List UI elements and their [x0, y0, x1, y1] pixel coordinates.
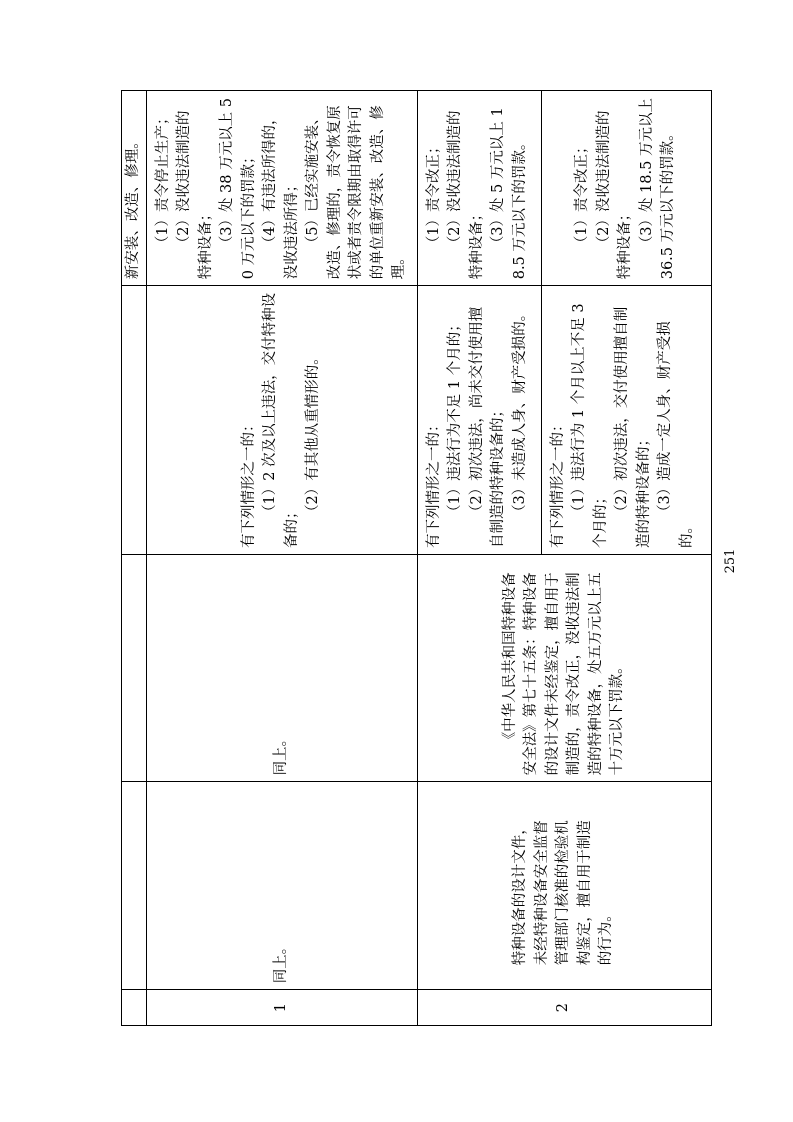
- penalty-line: （3）处 5 万元以上 18.5 万元以下的罚款。: [490, 107, 528, 280]
- index-cell: 2: [417, 990, 711, 1026]
- penalty-line: （1）责令改正；: [574, 139, 591, 251]
- circumstance-line: （2）初次违法，交付使用擅自制造的特种设备的；: [614, 306, 652, 548]
- circumstance-line: 有下列情形之一的：: [549, 417, 566, 548]
- penalty-line: （1）责令改正；: [425, 139, 442, 251]
- circumstance-line: （3）未造成人身、财产受损的。: [511, 306, 528, 519]
- table-row: [146, 91, 417, 1026]
- penalty-cell: [541, 91, 711, 286]
- penalty-line: （2）没收违法制造的特种设备；: [447, 110, 485, 280]
- basis-cell: [122, 554, 147, 781]
- index-cell: 1: [146, 990, 417, 1026]
- penalty-cell: [417, 91, 541, 286]
- subject-cell: [122, 782, 147, 990]
- circumstance-line: （1）违法行为不足 1 个月的；: [447, 317, 463, 519]
- circumstance-line: 有下列情形之一的：: [240, 417, 257, 548]
- basis-cell: [417, 554, 711, 781]
- circumstance-cell: [541, 286, 711, 555]
- penalty-line: （3）处 38 万元以上 50 万元以下的罚款；: [219, 98, 257, 280]
- penalty-table: [121, 90, 712, 1026]
- circumstance-cell: [122, 286, 147, 555]
- circumstance-line: （2）有其他从重情形的。: [305, 350, 321, 519]
- page-number: 251: [723, 548, 738, 574]
- circumstance-line: （1）违法行为 1 个月以上不足 3 个月的；: [571, 303, 609, 548]
- penalty-line: （1）责令停止生产；: [154, 110, 171, 251]
- circumstance-cell: [417, 286, 541, 555]
- penalty-line: （4）有违法所得的，没收违法所得；: [262, 110, 300, 280]
- penalty-line: （2）没收违法制造的特种设备；: [176, 110, 214, 280]
- penalty-line: （2）没收违法制造的特种设备；: [595, 110, 634, 280]
- subject-cell: 同上。: [146, 782, 417, 990]
- circumstance-line: （1）2 次及以上违法，交付特种设备的；: [262, 292, 300, 548]
- basis-cell: 同上。: [146, 554, 417, 781]
- penalty-cell: [122, 91, 147, 286]
- table-row: [417, 91, 541, 1026]
- rotated-table-sheet: [121, 90, 695, 1026]
- circumstance-line: 有下列情形之一的：: [425, 417, 442, 548]
- circumstance-cell: [146, 286, 417, 555]
- penalty-line: （3）处 18.5 万元以上 36.5 万元以下的罚款。: [638, 98, 677, 280]
- table-row: [122, 91, 147, 1026]
- circumstance-line: （2）初次违法，尚未交付使用擅自制造的特种设备的；: [468, 306, 506, 548]
- penalty-cell: [146, 91, 417, 286]
- penalty-line: （5）已经实施安装、改造、修理的，责令恢复原状或者责令限期由取得许可的单位重新安装、改造、修理。: [305, 105, 407, 280]
- subject-cell: 特种设备的设计文件，未经特种设备安全监督管理部门核准的检验机构鉴定，擅自用于制造的行为。: [417, 782, 711, 990]
- circumstance-line: （3）造成一定人身、财产受损的。: [657, 321, 695, 548]
- basis-text: 《中华人民共和国特种设备安全法》第七十五条：特种设备的设计文件未经鉴定，擅自用于制造的，责令改正，没收违法制造的特种设备，处五万元以上五十万元以下罚款。: [501, 572, 625, 776]
- penalty-line: 新安装、改造、修理。: [125, 134, 141, 280]
- index-cell: [122, 990, 147, 1026]
